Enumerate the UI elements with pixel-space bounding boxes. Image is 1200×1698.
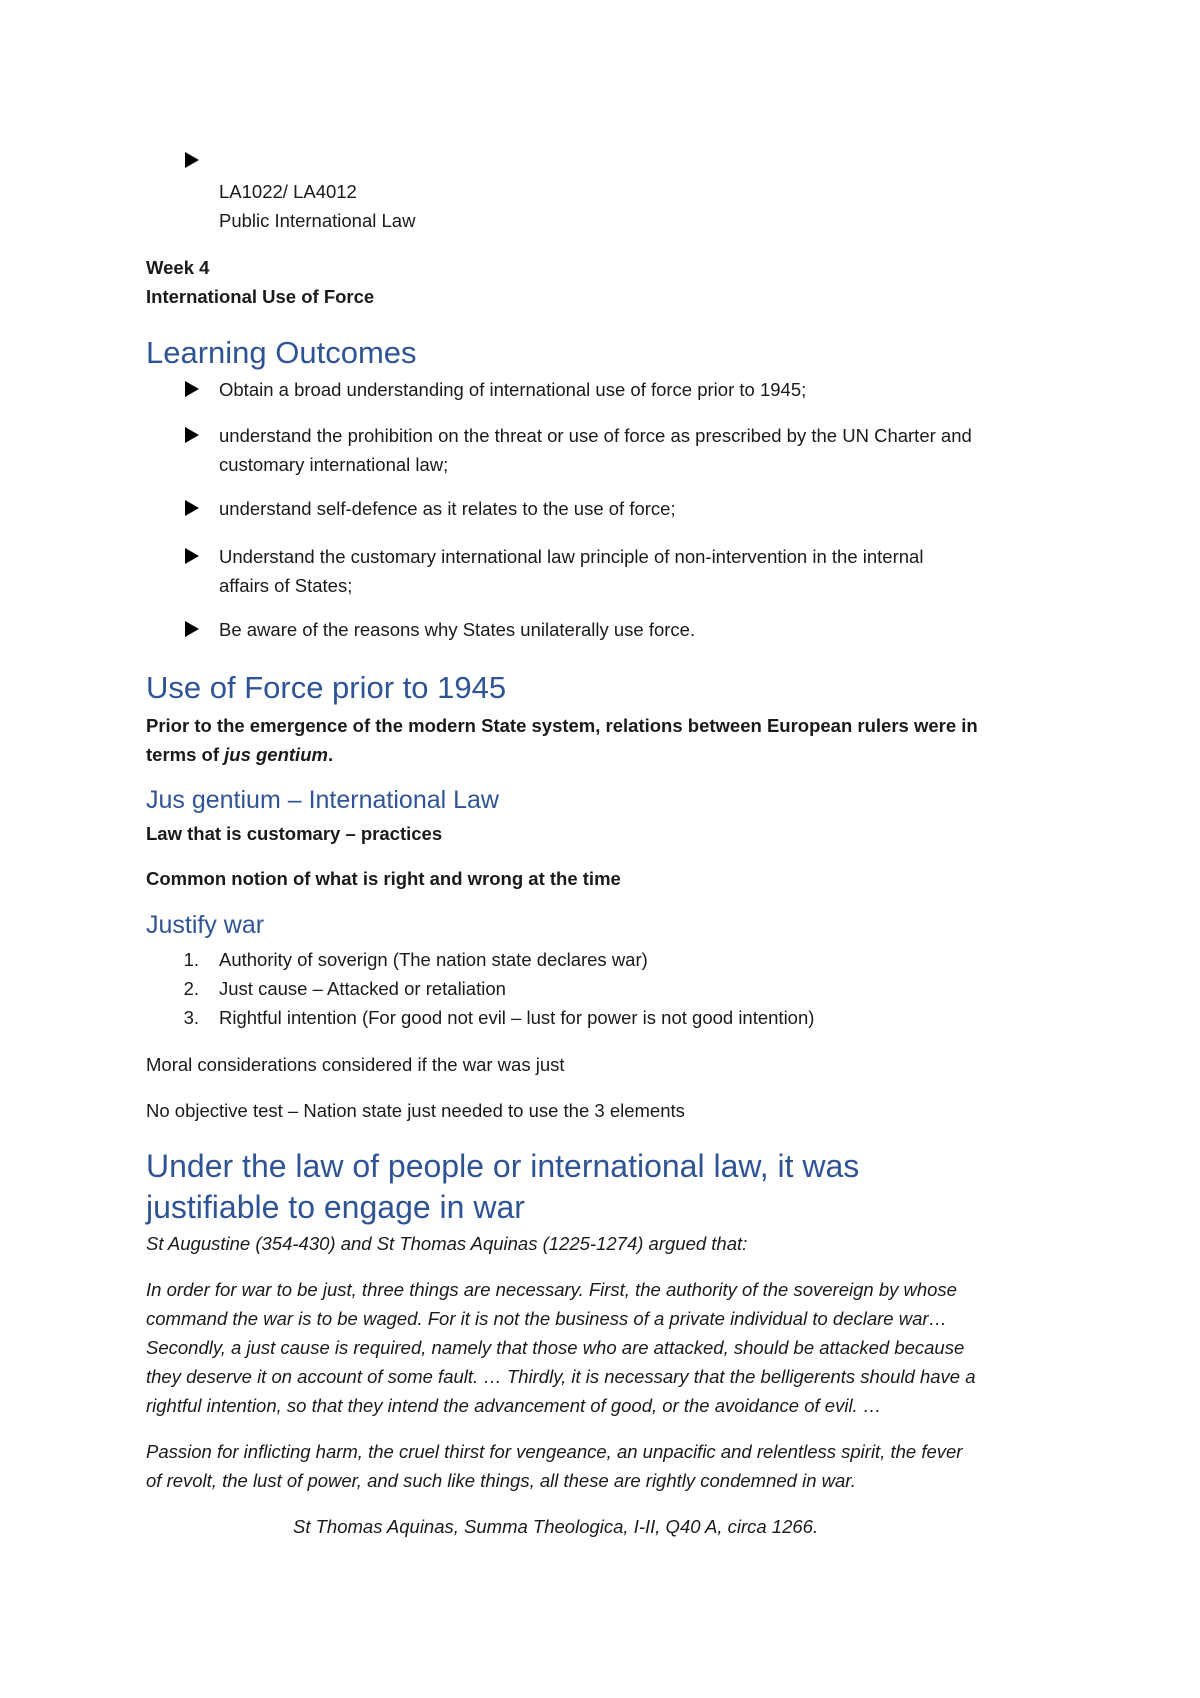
list-item-continuation: customary international law; — [219, 454, 449, 475]
citation: St Thomas Aquinas, Summa Theologica, I-II, Q40 A, circa 1266. — [293, 1516, 819, 1537]
jus-gentium-line1: Law that is customary – practices — [146, 823, 443, 844]
right-triangle-arrow-icon — [185, 548, 199, 564]
right-triangle-arrow-icon — [185, 427, 199, 443]
list-item: understand the prohibition on the threat or use of force as prescribed by the UN Charter and — [219, 425, 972, 446]
list-number: 3. — [183, 1007, 199, 1028]
list-item: Obtain a broad understanding of international use of force prior to 1945; — [219, 379, 807, 400]
list-item: Rightful intention (For good not evil – lust for power is not good intention) — [219, 1007, 815, 1028]
list-item: understand self-defence as it relates to the use of force; — [219, 498, 676, 519]
list-item: Authority of soverign (The nation state declares war) — [219, 949, 648, 970]
justify-war-para2: No objective test – Nation state just needed to use the 3 elements — [146, 1100, 685, 1121]
quote-line: Secondly, a just cause is required, namely that those who are attacked, should be attacked because — [146, 1337, 965, 1358]
attribution: St Augustine (354-430) and St Thomas Aquinas (1225-1274) argued that: — [146, 1233, 748, 1254]
use-of-force-intro: Prior to the emergence of the modern State system, relations between European rulers were in — [146, 715, 978, 736]
quote-line: they deserve it on account of some fault. … Thirdly, it is necessary that the belligerents should have a — [146, 1366, 976, 1387]
quote-line: of revolt, the lust of power, and such like things, all these are rightly condemned in war. — [146, 1470, 856, 1491]
law-of-people-heading-line2: justifiable to engage in war — [146, 1189, 525, 1225]
right-triangle-arrow-icon — [185, 500, 199, 516]
learning-outcomes-heading: Learning Outcomes — [146, 335, 417, 370]
list-number: 2. — [183, 978, 199, 999]
list-number: 1. — [183, 949, 199, 970]
right-triangle-arrow-icon — [185, 152, 199, 168]
course-name: Public International Law — [219, 210, 416, 231]
right-triangle-arrow-icon — [185, 381, 199, 397]
law-of-people-heading-line1: Under the law of people or international law, it was — [146, 1148, 860, 1184]
right-triangle-arrow-icon — [185, 621, 199, 637]
list-item: Understand the customary international law principle of non-intervention in the internal — [219, 546, 924, 567]
jus-gentium-heading: Jus gentium – International Law — [146, 786, 499, 814]
justify-war-para1: Moral considerations considered if the war was just — [146, 1054, 565, 1075]
quote-line: rightful intention, so that they intend the advancement of good, or the avoidance of evil. … — [146, 1395, 882, 1416]
week-label: Week 4 — [146, 257, 210, 278]
topic-title: International Use of Force — [146, 286, 375, 307]
use-of-force-heading: Use of Force prior to 1945 — [146, 670, 507, 705]
quote-line: command the war is to be waged. For it is not the business of a private individual to declare war… — [146, 1308, 948, 1329]
use-of-force-intro-line2: terms of jus gentium. — [146, 744, 334, 765]
course-code: LA1022/ LA4012 — [219, 181, 357, 202]
list-item: Be aware of the reasons why States unilaterally use force. — [219, 619, 696, 640]
list-item-continuation: affairs of States; — [219, 575, 353, 596]
list-item: Just cause – Attacked or retaliation — [219, 978, 506, 999]
quote-line: Passion for inflicting harm, the cruel thirst for vengeance, an unpacific and relentless spirit, the fever — [146, 1441, 963, 1462]
jus-gentium-line2: Common notion of what is right and wrong at the time — [146, 868, 621, 889]
justify-war-heading: Justify war — [146, 911, 265, 939]
quote-line: In order for war to be just, three things are necessary. First, the authority of the sovereign by whose — [146, 1279, 957, 1300]
